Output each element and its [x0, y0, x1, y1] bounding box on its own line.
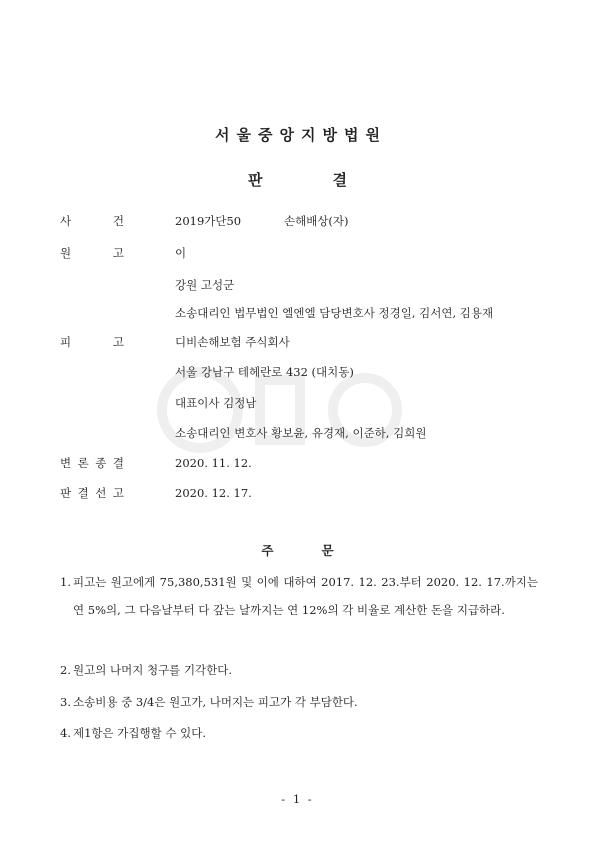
- judgment-date: 2020. 12. 17.: [175, 486, 252, 500]
- label-char: 고: [112, 335, 124, 349]
- defendant-address-row: [60, 362, 540, 382]
- hearing-label: [60, 453, 124, 473]
- label-char: 원: [60, 246, 72, 260]
- document-title: [0, 169, 595, 190]
- label-char: 사: [60, 214, 72, 228]
- label-char: 고: [112, 486, 124, 500]
- order-item: [60, 719, 538, 747]
- document-title-char: 결: [332, 171, 347, 189]
- defendant-counsel-row: [60, 423, 540, 443]
- section-title-char: 주: [261, 543, 274, 558]
- order-text: 소송비용 중 3/4은 원고가, 나머지는 피고가 각 부담한다.: [73, 695, 358, 709]
- case-number: 2019가단50: [175, 214, 242, 228]
- label-char: 판: [60, 486, 72, 500]
- label-char: 선: [95, 486, 107, 500]
- plaintiff-name: 이: [175, 246, 187, 260]
- section-title: [0, 541, 595, 559]
- plaintiff-counsel-row: [60, 303, 540, 323]
- plaintiff-label: [60, 243, 124, 263]
- order-item: [60, 656, 538, 684]
- plaintiff-address: 강원 고성군: [175, 278, 235, 292]
- defendant-representative: 대표이사 김정남: [175, 396, 257, 410]
- label-char: 피: [60, 335, 72, 349]
- label-char: 건: [112, 214, 124, 228]
- judgment-row: [60, 483, 540, 503]
- label-char: 론: [77, 456, 89, 470]
- plaintiff-row: [60, 243, 540, 263]
- label-char: 고: [112, 246, 124, 260]
- plaintiff-address-row: [60, 275, 540, 295]
- label-char: 종: [95, 456, 107, 470]
- label-char: 결: [112, 456, 124, 470]
- defendant-address: 서울 강남구 테헤란로 432 (대치동): [175, 365, 354, 379]
- order-number: 1.: [60, 575, 71, 589]
- judgment-label: [60, 483, 124, 503]
- case-label: [60, 211, 124, 231]
- order-number: 4.: [60, 726, 71, 740]
- order-item: [60, 568, 538, 624]
- order-text: 피고는 원고에게 75,380,531원 및 이에 대하여 2017. 12. 23.부터 2020. 12. 17.까지는 연 5%의, 그 다음날부터 다 갚는 날까지는 연 12%의 각 비율로 계산한 돈을 지급하라.: [73, 575, 538, 617]
- order-text: 제1항은 가집행할 수 있다.: [73, 726, 207, 740]
- defendant-label: [60, 332, 124, 352]
- label-char: 변: [60, 456, 72, 470]
- order-text: 원고의 나머지 청구를 기각한다.: [73, 663, 233, 677]
- order-number: 3.: [60, 695, 71, 709]
- defendant-representative-row: [60, 393, 540, 413]
- case-type: 손해배상(자): [284, 214, 349, 228]
- case-row: [60, 211, 540, 231]
- order-item: [60, 688, 538, 716]
- defendant-row: [60, 332, 540, 352]
- hearing-row: [60, 453, 540, 473]
- court-name: 서울중앙지방법원: [215, 126, 387, 144]
- plaintiff-counsel: 소송대리인 법무법인 엘엔엘 담당변호사 정경일, 김서연, 김용재: [175, 306, 494, 320]
- hearing-date: 2020. 11. 12.: [175, 456, 252, 470]
- section-title-char: 문: [321, 543, 334, 558]
- label-char: 결: [77, 486, 89, 500]
- page-number: - 1 -: [281, 792, 314, 806]
- order-number: 2.: [60, 663, 71, 677]
- defendant-name: 디비손해보험 주식회사: [175, 335, 290, 349]
- document-title-char: 판: [248, 171, 263, 189]
- defendant-counsel: 소송대리인 변호사 황보윤, 유경재, 이준하, 김희원: [175, 426, 427, 440]
